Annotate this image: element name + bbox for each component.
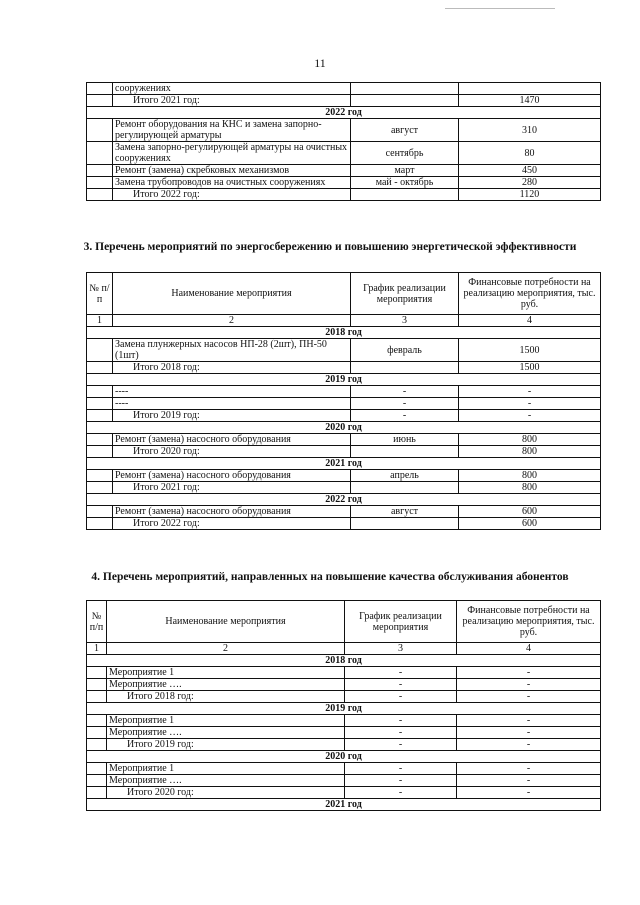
- schedule-cell: -: [345, 739, 457, 751]
- num-cell: [87, 177, 113, 189]
- total-row: [87, 482, 601, 494]
- cost-cell: 1120: [459, 189, 601, 201]
- num-cell: [87, 679, 107, 691]
- table-row: [87, 715, 601, 727]
- num-cell: [87, 142, 113, 165]
- cost-cell: -: [457, 679, 601, 691]
- activity-name: Замена плунжерных насосов НП-28 (2шт), ПН-50 (1шт): [113, 339, 351, 362]
- num-cell: [87, 362, 113, 374]
- table-row: [87, 119, 601, 142]
- cost-cell: 600: [459, 506, 601, 518]
- total-label: Итого 2018 год:: [113, 362, 351, 374]
- activity-name: Замена запорно-регулирующей арматуры на очистных сооружениях: [113, 142, 351, 165]
- cost-cell: 800: [459, 482, 601, 494]
- cost-cell: -: [459, 398, 601, 410]
- num-cell: [87, 470, 113, 482]
- table-row: [87, 398, 601, 410]
- total-row: [87, 691, 601, 703]
- total-label: Итого 2018 год:: [107, 691, 345, 703]
- schedule-cell: -: [345, 667, 457, 679]
- cost-cell: 1500: [459, 339, 601, 362]
- num-cell: [87, 482, 113, 494]
- col-header-schedule: График реализации мероприятия: [351, 273, 459, 315]
- year-heading: 2020 год: [87, 422, 601, 434]
- activity-name: Мероприятие ….: [107, 679, 345, 691]
- table-energy-saving: [86, 272, 601, 530]
- cost-cell: 800: [459, 446, 601, 458]
- num-cell: [87, 95, 113, 107]
- schedule-cell: [351, 83, 459, 95]
- schedule-cell: -: [345, 775, 457, 787]
- activity-name: Мероприятие 1: [107, 715, 345, 727]
- table-header-row: [87, 273, 601, 315]
- total-label: Итого 2019 год:: [107, 739, 345, 751]
- table-row: [87, 339, 601, 362]
- activity-name: Ремонт (замена) насосного оборудования: [113, 506, 351, 518]
- table-row: [87, 434, 601, 446]
- cost-cell: 1470: [459, 95, 601, 107]
- table-header-row: [87, 601, 601, 643]
- col-header-num: № п/п: [87, 601, 107, 643]
- total-label: Итого 2022 год:: [113, 518, 351, 530]
- cost-cell: 600: [459, 518, 601, 530]
- table-row: [87, 775, 601, 787]
- col-number: 2: [113, 315, 351, 327]
- activity-name: Ремонт оборудования на КНС и замена запорно-регулирующей арматуры: [113, 119, 351, 142]
- col-number: 2: [107, 643, 345, 655]
- schedule-cell: -: [345, 787, 457, 799]
- col-number: 1: [87, 643, 107, 655]
- table-row: [87, 679, 601, 691]
- schedule-cell: август: [351, 506, 459, 518]
- section4-title: 4. Перечень мероприятий, направленных на повышение качества обслуживания абонентов: [91, 571, 569, 583]
- col-number: 4: [457, 643, 601, 655]
- num-cell: [87, 434, 113, 446]
- table-row: [87, 83, 601, 95]
- table-row: [87, 470, 601, 482]
- schedule-cell: март: [351, 165, 459, 177]
- year-heading: 2022 год: [87, 107, 601, 119]
- cost-cell: 800: [459, 434, 601, 446]
- total-label: Итого 2021 год:: [113, 482, 351, 494]
- year-heading-row: [87, 703, 601, 715]
- num-cell: [87, 189, 113, 201]
- year-heading-row: [87, 751, 601, 763]
- col-number: 1: [87, 315, 113, 327]
- activity-name: Замена трубопроводов на очистных сооружениях: [113, 177, 351, 189]
- table-continuation: [86, 82, 601, 201]
- schedule-cell: [351, 189, 459, 201]
- num-cell: [87, 339, 113, 362]
- num-cell: [87, 775, 107, 787]
- total-label: Итого 2020 год:: [107, 787, 345, 799]
- cost-cell: -: [457, 667, 601, 679]
- schedule-cell: -: [345, 727, 457, 739]
- num-cell: [87, 506, 113, 518]
- total-label: Итого 2021 год:: [113, 95, 351, 107]
- num-cell: [87, 727, 107, 739]
- activity-name: Мероприятие 1: [107, 763, 345, 775]
- num-cell: [87, 446, 113, 458]
- schedule-cell: июнь: [351, 434, 459, 446]
- num-cell: [87, 763, 107, 775]
- schedule-cell: август: [351, 119, 459, 142]
- column-numbers-row: [87, 315, 601, 327]
- cost-cell: [459, 83, 601, 95]
- table-customer-service: [86, 600, 601, 811]
- year-heading: 2019 год: [87, 374, 601, 386]
- cost-cell: -: [457, 787, 601, 799]
- num-cell: [87, 410, 113, 422]
- activity-name: Ремонт (замена) скребковых механизмов: [113, 165, 351, 177]
- num-cell: [87, 691, 107, 703]
- cost-cell: -: [459, 386, 601, 398]
- total-row: [87, 95, 601, 107]
- year-heading-row: [87, 107, 601, 119]
- total-row: [87, 518, 601, 530]
- schedule-cell: -: [351, 398, 459, 410]
- cost-cell: -: [457, 715, 601, 727]
- num-cell: [87, 386, 113, 398]
- cost-cell: 80: [459, 142, 601, 165]
- num-cell: [87, 667, 107, 679]
- schedule-cell: -: [345, 715, 457, 727]
- table-row: [87, 727, 601, 739]
- total-row: [87, 410, 601, 422]
- table-row: [87, 386, 601, 398]
- num-cell: [87, 119, 113, 142]
- cost-cell: 310: [459, 119, 601, 142]
- total-row: [87, 446, 601, 458]
- total-row: [87, 739, 601, 751]
- year-heading: 2021 год: [87, 799, 601, 811]
- section3-title: 3. Перечень мероприятий по энергосбережению и повышению энергетической эффективности: [83, 241, 577, 253]
- cost-cell: -: [457, 691, 601, 703]
- cost-cell: -: [457, 775, 601, 787]
- cost-cell: 280: [459, 177, 601, 189]
- schedule-cell: сентябрь: [351, 142, 459, 165]
- total-row: [87, 787, 601, 799]
- activity-name: Мероприятие 1: [107, 667, 345, 679]
- schedule-cell: [351, 95, 459, 107]
- year-heading: 2019 год: [87, 703, 601, 715]
- year-heading-row: [87, 422, 601, 434]
- year-heading: 2018 год: [87, 655, 601, 667]
- activity-name: ----: [113, 398, 351, 410]
- table-row: [87, 506, 601, 518]
- year-heading-row: [87, 374, 601, 386]
- cost-cell: 800: [459, 470, 601, 482]
- year-heading: 2018 год: [87, 327, 601, 339]
- year-heading: 2021 год: [87, 458, 601, 470]
- table-row: [87, 177, 601, 189]
- activity-name: Мероприятие ….: [107, 727, 345, 739]
- num-cell: [87, 715, 107, 727]
- total-label: Итого 2020 год:: [113, 446, 351, 458]
- schedule-cell: -: [345, 691, 457, 703]
- cost-cell: -: [457, 739, 601, 751]
- total-label: Итого 2019 год:: [113, 410, 351, 422]
- year-heading-row: [87, 494, 601, 506]
- total-row: [87, 189, 601, 201]
- col-number: 3: [345, 643, 457, 655]
- col-header-cost: Финансовые потребности на реализацию мероприятия, тыс. руб.: [459, 273, 601, 315]
- cost-cell: -: [457, 727, 601, 739]
- cost-cell: 450: [459, 165, 601, 177]
- table-row: [87, 763, 601, 775]
- year-heading-row: [87, 799, 601, 811]
- num-cell: [87, 518, 113, 530]
- cost-cell: -: [457, 763, 601, 775]
- schedule-cell: апрель: [351, 470, 459, 482]
- year-heading: 2022 год: [87, 494, 601, 506]
- schedule-cell: -: [345, 763, 457, 775]
- total-label: Итого 2022 год:: [113, 189, 351, 201]
- col-number: 3: [351, 315, 459, 327]
- scan-mark: [445, 8, 555, 9]
- schedule-cell: [351, 482, 459, 494]
- schedule-cell: февраль: [351, 339, 459, 362]
- col-header-name: Наименование мероприятия: [107, 601, 345, 643]
- col-header-name: Наименование мероприятия: [113, 273, 351, 315]
- page-number: 11: [314, 56, 326, 70]
- table-row: [87, 165, 601, 177]
- activity-name: ----: [113, 386, 351, 398]
- year-heading-row: [87, 327, 601, 339]
- column-numbers-row: [87, 643, 601, 655]
- col-header-schedule: График реализации мероприятия: [345, 601, 457, 643]
- year-heading: 2020 год: [87, 751, 601, 763]
- activity-name: Ремонт (замена) насосного оборудования: [113, 434, 351, 446]
- num-cell: [87, 165, 113, 177]
- table-row: [87, 667, 601, 679]
- schedule-cell: -: [345, 679, 457, 691]
- col-number: 4: [459, 315, 601, 327]
- schedule-cell: [351, 518, 459, 530]
- schedule-cell: -: [351, 386, 459, 398]
- activity-name: сооружениях: [113, 83, 351, 95]
- col-header-num: № п/п: [87, 273, 113, 315]
- schedule-cell: -: [351, 410, 459, 422]
- table-row: [87, 142, 601, 165]
- cost-cell: -: [459, 410, 601, 422]
- schedule-cell: май - октябрь: [351, 177, 459, 189]
- num-cell: [87, 787, 107, 799]
- num-cell: [87, 398, 113, 410]
- col-header-cost: Финансовые потребности на реализацию мероприятия, тыс. руб.: [457, 601, 601, 643]
- activity-name: Мероприятие ….: [107, 775, 345, 787]
- activity-name: Ремонт (замена) насосного оборудования: [113, 470, 351, 482]
- schedule-cell: [351, 362, 459, 374]
- total-row: [87, 362, 601, 374]
- cost-cell: 1500: [459, 362, 601, 374]
- num-cell: [87, 83, 113, 95]
- schedule-cell: [351, 446, 459, 458]
- num-cell: [87, 739, 107, 751]
- year-heading-row: [87, 655, 601, 667]
- year-heading-row: [87, 458, 601, 470]
